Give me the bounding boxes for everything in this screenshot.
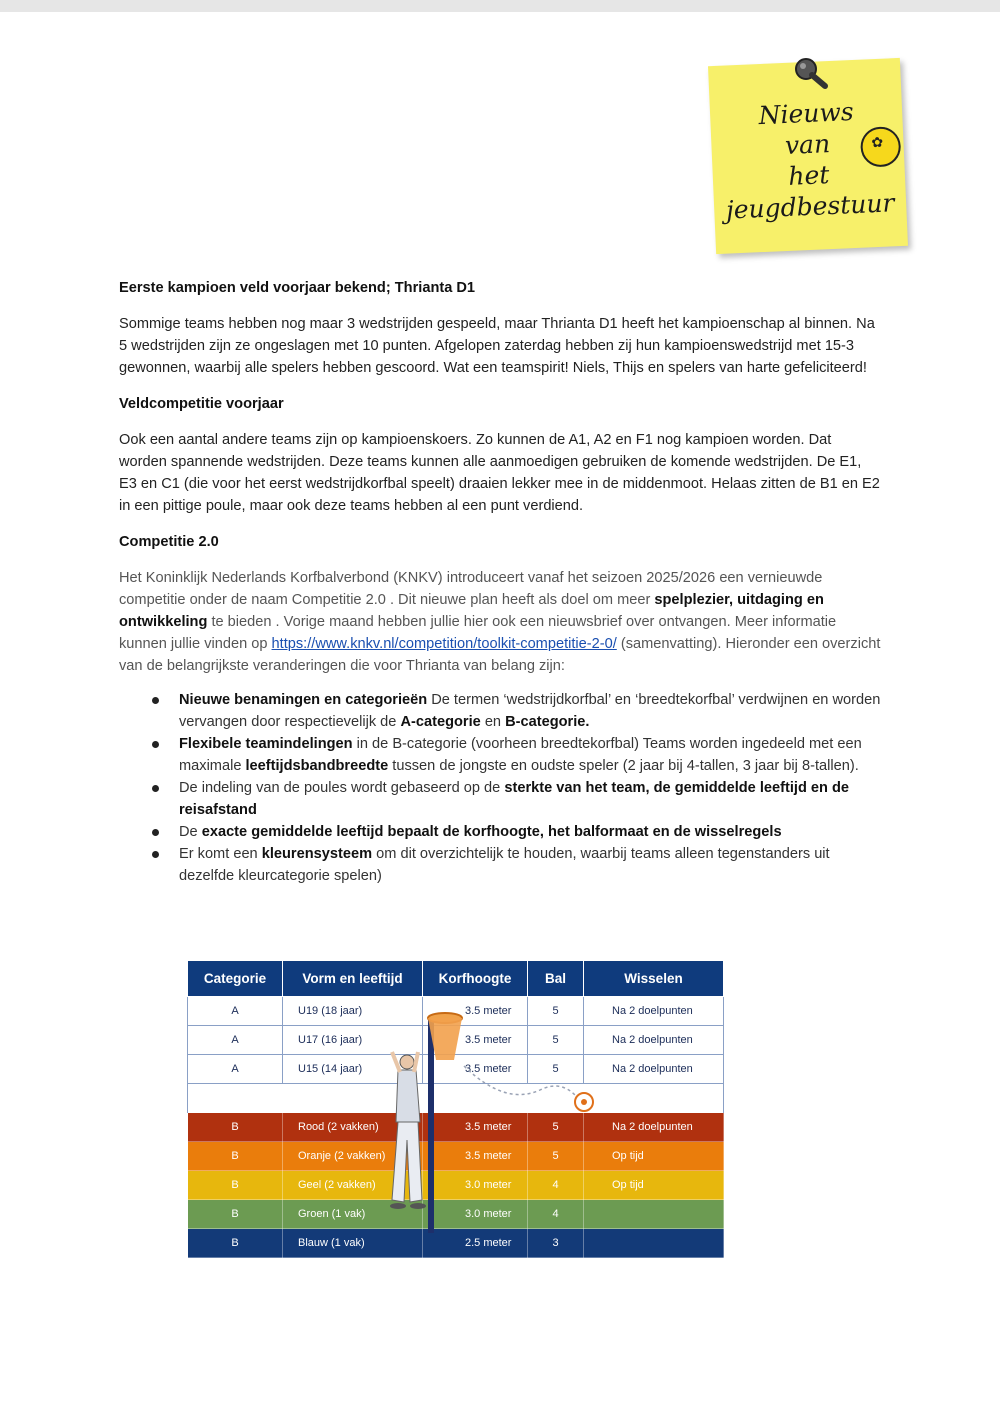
- paragraph-text: te bieden . Vorige maand hebben jullie hier ook een nieuwsbrief over ontvangen. Meer informatie kunnen jullie vinden op: [119, 614, 837, 652]
- table-cell: B: [188, 1113, 283, 1142]
- table-cell: A: [188, 1055, 283, 1084]
- table-cell: 5: [528, 1142, 584, 1171]
- table-row: [188, 1200, 724, 1229]
- section-heading: Eerste kampioen veld voorjaar bekend; Thrianta D1: [119, 280, 476, 296]
- table-cell: [584, 1229, 724, 1258]
- table-row: [188, 1055, 724, 1084]
- paragraph: Ook een aantal andere teams zijn op kampioenskoers. Zo kunnen de A1, A2 en F1 nog kampioen worden. Dat worden spannende wedstrijden. Deze teams kunnen alle aanmoedigen gebruiken de komende wedstrijden. De E1, E3 en C1 (die voor het eerst wedstrijdkorfbal speelt) draaien lekker mee in de middenmoot. Helaas zitten de B1 en E2 in een pittige poule, maar ook deze teams hebben al een punt verdiend.: [119, 432, 880, 514]
- paragraph: Sommige teams hebben nog maar 3 wedstrijden gespeeld, maar Thrianta D1 heeft het kampioenschap al binnen. Na 5 wedstrijden zijn ze ongeslagen met 10 punten. Afgelopen zaterdag hebben zij hun kampioenswedstrijd met 15-3 gewonnen, waarbij alle spelers hebben gescoord. Wat een teamspirit! Niels, Thijs en spelers van harte gefeliciteerd!: [119, 316, 875, 376]
- table-cell: 3.5 meter: [423, 1113, 528, 1142]
- bullet-list: [119, 689, 881, 887]
- bullet-text: De: [179, 824, 202, 840]
- section-heading: Competitie 2.0: [119, 534, 219, 550]
- table-cell: Geel (2 vakken): [283, 1171, 423, 1200]
- table-cell: B: [188, 1171, 283, 1200]
- paragraph-bold: spelplezier, uitdaging en ontwikkeling: [119, 592, 824, 630]
- table-cell: 5: [528, 997, 584, 1026]
- column-header: Korfhoogte: [423, 961, 528, 997]
- table-header-row: [188, 961, 724, 997]
- table-cell: U15 (14 jaar): [283, 1055, 423, 1084]
- table-cell: 5: [528, 1026, 584, 1055]
- list-item: [119, 843, 881, 887]
- note-line: van: [784, 129, 831, 160]
- list-item: [119, 733, 881, 777]
- table-cell: Na 2 doelpunten: [584, 1026, 724, 1055]
- table-cell: B: [188, 1200, 283, 1229]
- top-bar: [0, 0, 1000, 12]
- table-cell: Na 2 doelpunten: [584, 997, 724, 1026]
- bullet-bold: B-categorie.: [505, 714, 590, 730]
- bullet-bold: Flexibele teamindelingen: [179, 736, 353, 752]
- table-spacer-row: [188, 1084, 724, 1113]
- note-line: Nieuws: [758, 96, 855, 131]
- table-cell: 3.5 meter: [423, 1142, 528, 1171]
- table-cell: 2.5 meter: [423, 1229, 528, 1258]
- document-body: [119, 277, 881, 887]
- table-row: [188, 1229, 724, 1258]
- table-row: [188, 1142, 724, 1171]
- table-cell: A: [188, 997, 283, 1026]
- competition-table: [187, 960, 724, 1261]
- table-cell: 4: [528, 1200, 584, 1229]
- list-item: [119, 689, 881, 733]
- club-logo-icon: ✿: [860, 126, 902, 168]
- list-item: [119, 777, 881, 821]
- bullet-text: en: [480, 714, 506, 730]
- table-cell: Groen (1 vak): [283, 1200, 423, 1229]
- table-cell: Na 2 doelpunten: [584, 1055, 724, 1084]
- table-cell: 5: [528, 1055, 584, 1084]
- note-line: het: [787, 160, 830, 191]
- bullet-text: De indeling van de poules wordt gebaseerd op de: [179, 780, 505, 796]
- table-cell: 3.5 meter: [423, 1055, 528, 1084]
- column-header: Bal: [528, 961, 584, 997]
- table-cell: B: [188, 1142, 283, 1171]
- table-row: [188, 1026, 724, 1055]
- bullet-bold: A-categorie: [400, 714, 481, 730]
- bullet-bold: leeftijdsbandbreedte: [245, 758, 389, 774]
- table-cell: [584, 1200, 724, 1229]
- table-row: [188, 997, 724, 1026]
- table-cell: 5: [528, 1113, 584, 1142]
- table-row: [188, 1171, 724, 1200]
- note-line: jeugdbestuur: [725, 188, 895, 225]
- knkv-link[interactable]: https://www.knkv.nl/competition/toolkit-competitie-2-0/: [271, 636, 617, 652]
- paragraph-text: Het Koninklijk Nederlands Korfbalverbond (KNKV) introduceert vanaf het seizoen 2025/2026 een vernieuwde competitie onder de naam Competitie 2.0 . Dit nieuwe plan heeft als doel om meer: [119, 570, 823, 608]
- table-row: [188, 1113, 724, 1142]
- paragraph-text: (samenvatting). Hieronder een overzicht van de belangrijkste veranderingen die voor Thrianta van belang zijn:: [119, 636, 881, 674]
- table-cell: Na 2 doelpunten: [584, 1113, 724, 1142]
- bullet-text: Er komt een: [179, 846, 262, 862]
- table-cell: 3.0 meter: [423, 1171, 528, 1200]
- table-cell: Oranje (2 vakken): [283, 1142, 423, 1171]
- list-item: [119, 821, 881, 843]
- bullet-text: om dit overzichtelijk te houden, waarbij teams alleen tegenstanders uit dezelfde kleurcategorie spelen): [179, 846, 830, 884]
- bullet-bold: kleurensysteem: [261, 846, 373, 862]
- spacer-cell: [188, 1084, 724, 1113]
- table-cell: 3.5 meter: [423, 997, 528, 1026]
- table-cell: B: [188, 1229, 283, 1258]
- paragraph: [119, 567, 881, 677]
- table-cell: Rood (2 vakken): [283, 1113, 423, 1142]
- table-cell: A: [188, 1026, 283, 1055]
- column-header: Categorie: [188, 961, 283, 997]
- column-header: Vorm en leeftijd: [283, 961, 423, 997]
- table-cell: Op tijd: [584, 1142, 724, 1171]
- pushpin-icon: [792, 55, 832, 95]
- table-cell: 4: [528, 1171, 584, 1200]
- table-cell: 3.5 meter: [423, 1026, 528, 1055]
- bullet-text: tussen de jongste en oudste speler (2 jaar bij 4-tallen, 3 jaar bij 8-tallen).: [388, 758, 859, 774]
- bullet-bold: sterkte van het team, de gemiddelde leeftijd en de reisafstand: [179, 780, 850, 818]
- table-cell: 3: [528, 1229, 584, 1258]
- table-cell: Blauw (1 vak): [283, 1229, 423, 1258]
- column-header: Wisselen: [584, 961, 724, 997]
- bullet-bold: exacte gemiddelde leeftijd bepaalt de korfhoogte, het balformaat en de wisselregels: [201, 824, 782, 840]
- table-cell: Op tijd: [584, 1171, 724, 1200]
- bullet-text: De termen ‘wedstrijdkorfbal’ en ‘breedtekorfbal’ verdwijnen en worden vervangen door respectievelijk de: [179, 692, 881, 730]
- bullet-text: in de B-categorie (voorheen breedtekorfbal) Teams worden ingedeeld met een maximale: [179, 736, 862, 774]
- table-cell: 3.0 meter: [423, 1200, 528, 1229]
- bullet-bold: Nieuwe benamingen en categorieën: [179, 692, 428, 708]
- section-heading: Veldcompetitie voorjaar: [119, 396, 284, 412]
- table-cell: U19 (18 jaar): [283, 997, 423, 1026]
- table-cell: U17 (16 jaar): [283, 1026, 423, 1055]
